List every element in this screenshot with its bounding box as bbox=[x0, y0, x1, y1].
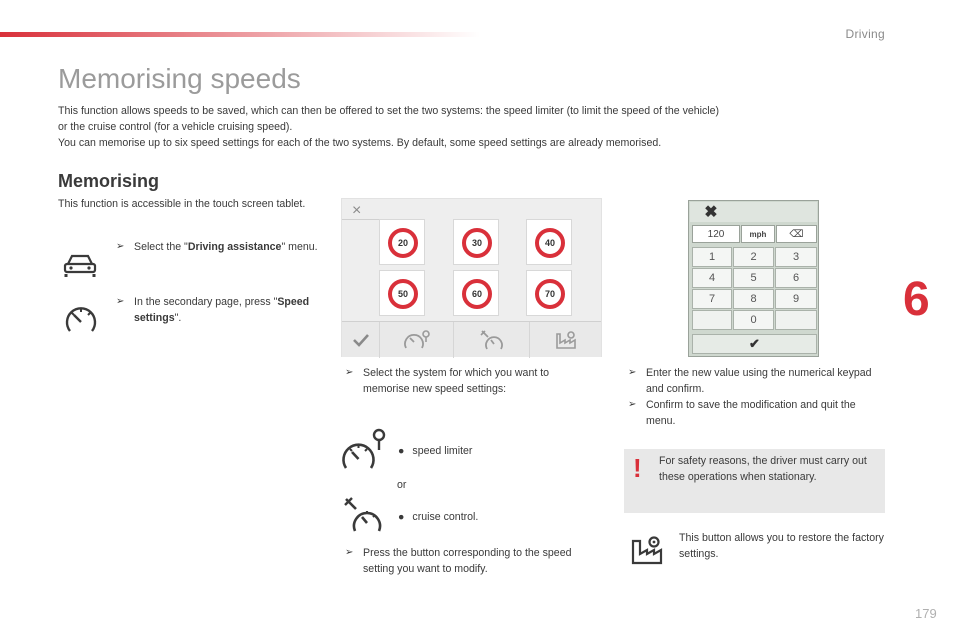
keypad-close-icon[interactable]: ✖ bbox=[704, 204, 718, 221]
arrow-bullet-icon: ➢ bbox=[345, 547, 354, 558]
screen-close-icon[interactable]: × bbox=[352, 202, 362, 219]
cruise-control-tab-icon[interactable] bbox=[454, 322, 530, 358]
car-icon bbox=[62, 252, 98, 283]
speed-sign-40: 40 bbox=[535, 228, 565, 258]
arrow-bullet-icon: ➢ bbox=[116, 296, 125, 307]
step-press-button: ➢ Press the button corresponding to the speed setting you want to modify. bbox=[345, 547, 572, 575]
step-confirm-save: ➢ Confirm to save the modification and quit the menu. bbox=[628, 399, 856, 427]
keypad-key-7[interactable]: 7 bbox=[692, 289, 732, 309]
keypad-confirm-icon[interactable]: ✔ bbox=[692, 334, 817, 354]
speed-settings-menu-name: Speed settings bbox=[134, 296, 310, 324]
step-speed-settings: ➢ In the secondary page, press "Speed settings". bbox=[116, 296, 310, 324]
speed-sign-60: 60 bbox=[462, 279, 492, 309]
speed-limiter-bullet: ● speed limiter bbox=[398, 445, 473, 457]
warning-exclamation-icon: ! bbox=[633, 453, 642, 483]
arrow-bullet-icon: ➢ bbox=[116, 241, 125, 252]
intro-line-2: or the cruise control (for a vehicle cruising speed). bbox=[58, 121, 293, 133]
keypad-key-2[interactable]: 2 bbox=[733, 247, 774, 267]
keypad-key-6[interactable]: 6 bbox=[775, 268, 817, 288]
step-select-system: ➢ Select the system for which you want to memorise new speed settings: bbox=[345, 367, 550, 395]
section-label: Driving bbox=[845, 27, 885, 41]
screen-divider bbox=[342, 219, 382, 220]
header-accent-bar bbox=[0, 32, 480, 37]
factory-reset-tab-icon[interactable] bbox=[530, 322, 601, 358]
numeric-keypad bbox=[688, 200, 819, 357]
speed-sign-30: 30 bbox=[462, 228, 492, 258]
page-number: 179 bbox=[915, 606, 937, 621]
access-text: This function is accessible in the touch screen tablet. bbox=[58, 198, 306, 210]
keypad-key-0[interactable]: 0 bbox=[733, 310, 774, 330]
speed-sign-50: 50 bbox=[388, 279, 418, 309]
memorising-heading: Memorising bbox=[58, 171, 160, 191]
screen-bottom-bar bbox=[342, 321, 601, 357]
speedometer-icon bbox=[64, 305, 98, 340]
cruise-control-bullet: ● cruise control. bbox=[398, 511, 479, 523]
keypad-key-9[interactable]: 9 bbox=[775, 289, 817, 309]
confirm-check-icon[interactable] bbox=[342, 322, 380, 358]
speed-tile[interactable] bbox=[526, 219, 572, 265]
speed-tile[interactable] bbox=[453, 219, 499, 265]
speed-sign-20: 20 bbox=[388, 228, 418, 258]
factory-reset-icon bbox=[631, 535, 663, 570]
keypad-key-1[interactable]: 1 bbox=[692, 247, 732, 267]
step-driving-assistance: ➢ Select the "Driving assistance" menu. bbox=[116, 241, 318, 253]
intro-paragraph bbox=[58, 103, 848, 151]
safety-note bbox=[624, 449, 885, 513]
intro-line-1: This function allows speeds to be saved, which can then be offered to set the two systems: the speed limiter (to limit the speed of the vehicle) bbox=[58, 105, 720, 117]
restore-text: This button allows you to restore the factory settings. bbox=[679, 532, 884, 560]
page-title: Memorising speeds bbox=[58, 63, 301, 94]
speed-tile[interactable] bbox=[453, 270, 499, 316]
keypad-blank-right bbox=[775, 310, 817, 330]
keypad-key-4[interactable]: 4 bbox=[692, 268, 732, 288]
speed-value-field[interactable]: 120 bbox=[692, 225, 740, 243]
intro-line-3: You can memorise up to six speed settings for each of the two systems. By default, some speed settings are already memorised. bbox=[58, 137, 662, 149]
speed-tile[interactable] bbox=[379, 270, 425, 316]
arrow-bullet-icon: ➢ bbox=[628, 367, 637, 378]
speed-limiter-tab-icon[interactable] bbox=[380, 322, 454, 358]
chapter-number: 6 bbox=[903, 273, 930, 326]
speed-settings-screen bbox=[341, 198, 602, 357]
safety-text: For safety reasons, the driver must carry out these operations when stationary. bbox=[659, 455, 867, 483]
arrow-bullet-icon: ➢ bbox=[345, 367, 354, 378]
backspace-icon[interactable]: ⌫ bbox=[776, 225, 817, 243]
speed-tile[interactable] bbox=[379, 219, 425, 265]
speed-limiter-icon bbox=[341, 428, 389, 477]
speed-sign-70: 70 bbox=[535, 279, 565, 309]
step-enter-value: ➢ Enter the new value using the numerical keypad and confirm. bbox=[628, 367, 872, 395]
driving-assistance-menu-name: Driving assistance bbox=[187, 241, 282, 253]
unit-label: mph bbox=[741, 225, 775, 243]
cruise-control-icon bbox=[343, 496, 385, 539]
keypad-blank-left bbox=[692, 310, 732, 330]
keypad-key-8[interactable]: 8 bbox=[733, 289, 774, 309]
keypad-key-5[interactable]: 5 bbox=[733, 268, 774, 288]
or-text: or bbox=[397, 479, 407, 491]
speed-tile[interactable] bbox=[526, 270, 572, 316]
arrow-bullet-icon: ➢ bbox=[628, 399, 637, 410]
keypad-key-3[interactable]: 3 bbox=[775, 247, 817, 267]
